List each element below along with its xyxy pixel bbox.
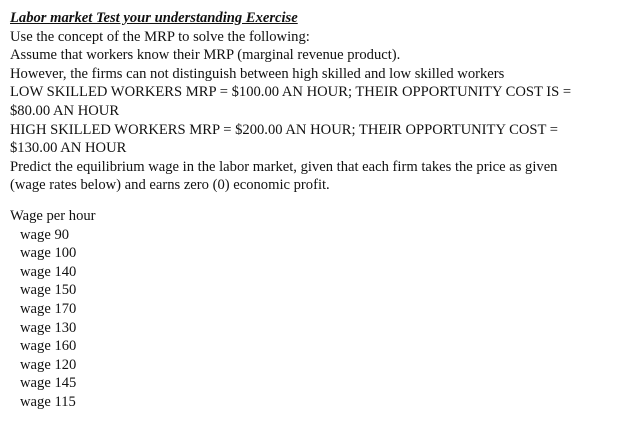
wage-item: wage 170: [20, 300, 77, 317]
paragraph-line: $80.00 AN HOUR: [10, 102, 120, 119]
paragraph-line: HIGH SKILLED WORKERS MRP = $200.00 AN HOUR; THEIR OPPORTUNITY COST =: [10, 121, 559, 138]
wage-item: wage 140: [20, 263, 77, 280]
section-spacer: [10, 195, 614, 207]
paragraph-line: Predict the equilibrium wage in the labor market, given that each firm takes the price as given: [10, 158, 558, 175]
paragraph-line: Assume that workers know their MRP (marginal revenue product).: [10, 47, 401, 64]
document-title: Labor market Test your understanding Exercise: [10, 10, 298, 26]
exercise-document: [10, 9, 614, 411]
problem-paragraph: [10, 28, 614, 195]
wage-item: wage 100: [20, 245, 77, 262]
paragraph-line: However, the firms can not distinguish between high skilled and low skilled workers: [10, 65, 505, 82]
wage-item: wage 145: [20, 375, 77, 392]
paragraph-line: LOW SKILLED WORKERS MRP = $100.00 AN HOUR; THEIR OPPORTUNITY COST IS =: [10, 84, 572, 101]
wage-header: Wage per hour: [10, 207, 96, 224]
wage-item: wage 160: [20, 338, 77, 355]
paragraph-line: $130.00 AN HOUR: [10, 140, 127, 157]
paragraph-line: (wage rates below) and earns zero (0) economic profit.: [10, 177, 330, 194]
wage-item: wage 150: [20, 282, 77, 299]
wage-item: wage 90: [20, 226, 70, 243]
wage-item: wage 130: [20, 319, 77, 336]
wage-list: [20, 226, 614, 412]
paragraph-line: Use the concept of the MRP to solve the following:: [10, 28, 310, 45]
wage-item: wage 120: [20, 356, 77, 373]
wage-item: wage 115: [20, 393, 76, 410]
